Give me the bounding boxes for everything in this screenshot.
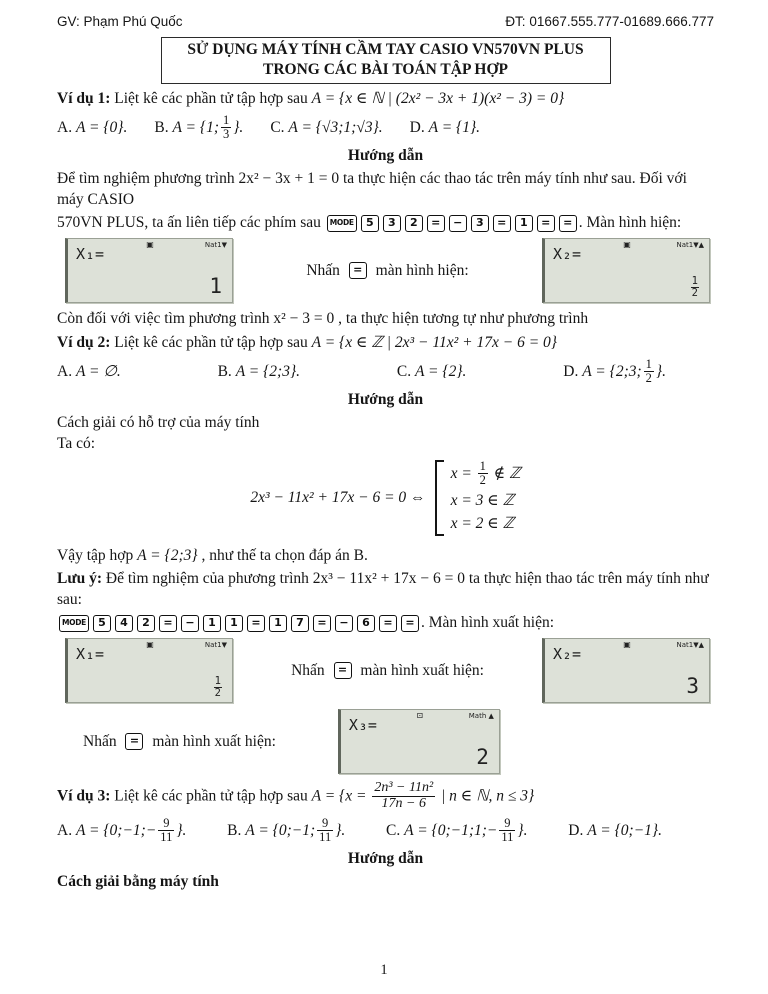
key-1: 1 — [269, 615, 287, 632]
key-equals: = — [427, 215, 445, 232]
answer-b-post: }. — [335, 821, 346, 839]
case-1 — [451, 461, 521, 488]
press-equals-caption — [233, 661, 542, 681]
fraction-numerator: 9 — [317, 817, 333, 831]
equals-key-icon: = — [334, 662, 352, 679]
example2-answers — [57, 359, 714, 386]
answer-b-label: B. — [227, 821, 242, 839]
cases-bracket — [435, 460, 444, 535]
calculator-screen-x1 — [65, 638, 233, 703]
key-caps — [325, 213, 579, 233]
key-1: 1 — [515, 215, 533, 232]
screen-shows-text: màn hình xuất hiện: — [360, 661, 484, 679]
calculator-screen-x2 — [542, 238, 710, 303]
key-1: 1 — [225, 615, 243, 632]
example1-set: A = {x ∈ ℕ | (2x² − 3x + 1)(x² − 3) = 0} — [311, 89, 565, 107]
example3-set-post: | n ∈ ℕ, n ≤ 3} — [441, 787, 535, 805]
fraction-denominator: 17n − 6 — [381, 795, 426, 811]
mode-icon: ⊡ — [416, 711, 424, 721]
example2-screens — [57, 638, 714, 703]
case-1-post: ∉ ℤ — [493, 465, 521, 483]
cases-list — [451, 458, 521, 537]
answer-a-pre: A = {0;−1;− — [75, 821, 157, 839]
fraction-denominator: 11 — [319, 829, 332, 844]
answer-c — [270, 118, 382, 138]
conclusion-pre: Vậy tập hợp — [57, 546, 134, 564]
screen-variable: X₁= — [76, 645, 105, 664]
key-3: 3 — [471, 215, 489, 232]
press-text: Nhấn — [306, 261, 340, 279]
fraction — [372, 781, 435, 811]
screen-status: Nat1▼ — [204, 641, 227, 650]
key-5: 5 — [93, 615, 111, 632]
guide-heading-3: Hướng dẫn — [347, 849, 424, 867]
fraction — [478, 460, 488, 487]
key-minus: − — [449, 215, 467, 232]
example1-screens — [57, 238, 714, 303]
answer-a-label: A. — [57, 119, 73, 137]
case-1-pre: x = — [450, 465, 472, 483]
example1-label: Ví dụ 1: — [57, 89, 111, 107]
note-text: Để tìm nghiệm của phương trình 2x³ − 11x² + 17x − 6 = 0 ta thực hiện thao tác trên máy tính như sau: — [57, 570, 709, 608]
screen-status: Math ▲ — [468, 712, 494, 721]
key-3: 3 — [383, 215, 401, 232]
page-number: 1 — [380, 961, 388, 978]
fraction-numerator: 1 — [645, 357, 652, 372]
screen-value-fraction — [691, 276, 699, 299]
example3-intro: Liệt kê các phần tử tập hợp sau — [114, 787, 308, 805]
screen-value: 1 — [209, 273, 222, 298]
answer-b — [218, 362, 300, 382]
key-caps — [57, 613, 421, 633]
equation-left: 2x³ − 11x² + 17x − 6 = 0 ⇔ — [250, 488, 426, 506]
answer-a-label: A. — [57, 821, 73, 839]
key-equals: = — [313, 615, 331, 632]
conclusion-set: A = {2;3} — [137, 546, 198, 564]
screen-variable: X₂= — [553, 245, 582, 264]
key-minus: − — [335, 615, 353, 632]
example3-method: Cách giải bằng máy tính — [57, 872, 219, 890]
case-3: x = 2 ∈ ℤ — [450, 515, 515, 533]
key-equals: = — [247, 615, 265, 632]
note-label: Lưu ý: — [57, 570, 103, 588]
answer-a — [57, 118, 127, 138]
answer-c-label: C. — [396, 363, 412, 381]
answer-c-label: C. — [386, 821, 401, 839]
answer-b-pre: A = {1; — [172, 118, 219, 136]
fraction-numerator: 1 — [222, 113, 230, 128]
example2-label: Ví dụ 2: — [57, 333, 111, 351]
equation-cases — [57, 458, 714, 537]
fraction-numerator: 1 — [479, 459, 486, 474]
fraction-denominator: 2 — [691, 287, 698, 300]
example2-method: Cách giải có hỗ trợ của máy tính — [57, 414, 260, 432]
answer-c-text: A = {2}. — [414, 363, 467, 381]
key-sequence-pre: 570VN PLUS, ta ấn liên tiếp các phím sau — [57, 214, 321, 232]
fraction-denominator: 2 — [479, 473, 486, 487]
fraction-numerator: 9 — [158, 817, 174, 831]
mode-icon: ▣ — [623, 640, 631, 650]
screen-status: Nat1▼▲ — [676, 241, 704, 250]
fraction-denominator: 11 — [160, 829, 173, 844]
screen-value-fraction — [214, 676, 222, 699]
calculator-screen-x3 — [338, 709, 500, 774]
screen-variable: X₁= — [76, 245, 105, 264]
mode-icon: ▣ — [623, 240, 631, 250]
answer-a — [57, 362, 121, 382]
answer-a-label: A. — [57, 363, 73, 381]
example1-key-sequence — [57, 213, 714, 233]
key-7: 7 — [291, 615, 309, 632]
key-equals: = — [537, 215, 555, 232]
key-4: 4 — [115, 615, 133, 632]
fraction-numerator: 1 — [691, 275, 698, 288]
conclusion-post: , như thế ta chọn đáp án B. — [201, 546, 368, 564]
answer-b — [154, 115, 243, 142]
example2-we-have: Ta có: — [57, 434, 96, 452]
answer-d-text: A = {0;−1}. — [587, 822, 662, 840]
key-minus: − — [181, 615, 199, 632]
answer-c-pre: A = {0;−1;1;− — [404, 821, 498, 839]
screen-variable: X₃= — [348, 716, 378, 735]
phone-number: ĐT: 01667.555.777-01689.666.777 — [505, 14, 714, 29]
key-2: 2 — [405, 215, 423, 232]
screen-shows-text: màn hình xuất hiện: — [152, 732, 276, 750]
key-2: 2 — [137, 615, 155, 632]
fraction-denominator: 2 — [645, 371, 652, 386]
answer-b-label: B. — [217, 363, 232, 381]
answer-c-text: A = {√3;1;√3}. — [288, 119, 383, 137]
teacher-name: GV: Phạm Phú Quốc — [57, 14, 183, 29]
answer-d-post: }. — [655, 363, 666, 381]
page-header — [57, 13, 714, 31]
key-equals: = — [401, 615, 419, 632]
fraction — [317, 817, 333, 844]
answer-a-text: A = {0}. — [75, 119, 128, 137]
key-equals: = — [159, 615, 177, 632]
key-5: 5 — [361, 215, 379, 232]
title-line-2: TRONG CÁC BÀI TOÁN TẬP HỢP — [262, 61, 509, 79]
key-equals: = — [559, 215, 577, 232]
document-title — [161, 37, 611, 84]
guide-heading-1: Hướng dẫn — [347, 146, 424, 164]
press-text: Nhấn — [83, 732, 117, 750]
answer-d — [410, 118, 480, 138]
calculator-screen-x2 — [542, 638, 710, 703]
answer-b-pre: A = {0;−1; — [245, 821, 316, 839]
equals-key-icon: = — [349, 262, 367, 279]
example3-answers — [57, 818, 714, 845]
key-mode: MODE — [59, 615, 89, 632]
answer-c — [386, 818, 527, 845]
answer-a-text: A = ∅. — [75, 363, 121, 381]
example1-answers — [57, 115, 714, 142]
screen-value: 3 — [686, 673, 699, 698]
answer-c-label: C. — [270, 119, 285, 137]
key-6: 6 — [357, 615, 375, 632]
fraction-denominator: 11 — [501, 829, 514, 844]
example2-key-sequence — [57, 613, 714, 633]
example2-set: A = {x ∈ ℤ | 2x³ − 11x² + 17x − 6 = 0} — [311, 333, 557, 351]
answer-d — [568, 821, 662, 841]
press-text: Nhấn — [291, 661, 325, 679]
fraction-denominator: 3 — [222, 126, 230, 141]
answer-c — [397, 362, 467, 382]
key-sequence-post: . Màn hình xuất hiện: — [421, 614, 555, 632]
fraction — [221, 114, 231, 141]
answer-b-text: A = {2;3}. — [235, 363, 301, 381]
screen-variable: X₂= — [553, 645, 582, 664]
example1-statement — [57, 89, 714, 109]
example1-outro: Còn đối với việc tìm phương trình x² − 3 = 0 , ta thực hiện tương tự như phương trình — [57, 310, 589, 328]
case-2: x = 3 ∈ ℤ — [450, 491, 515, 509]
answer-b — [227, 818, 345, 845]
fraction — [644, 358, 654, 385]
answer-d-label: D. — [409, 119, 425, 137]
fraction-numerator: 1 — [214, 675, 221, 688]
fraction-numerator: 2n³ − 11n² — [374, 780, 434, 796]
example2-conclusion — [57, 546, 714, 566]
example3-set-pre: A = {x = — [311, 787, 367, 805]
mode-icon: ▣ — [146, 640, 154, 650]
press-equals-caption — [83, 732, 276, 752]
mode-icon: ▣ — [146, 240, 154, 250]
example2-intro: Liệt kê các phần tử tập hợp sau — [114, 333, 308, 351]
fraction-denominator: 2 — [214, 687, 221, 700]
answer-d — [563, 359, 666, 386]
answer-c-post: }. — [517, 821, 528, 839]
answer-d-pre: A = {2;3; — [582, 363, 642, 381]
key-sequence-post: . Màn hình hiện: — [578, 214, 682, 232]
key-mode: MODE — [327, 215, 357, 232]
screen-status: Nat1▼ — [204, 241, 227, 250]
key-equals: = — [379, 615, 397, 632]
answer-d-text: A = {1}. — [428, 119, 481, 137]
answer-a — [57, 818, 186, 845]
example2-note — [57, 569, 714, 610]
fraction — [158, 817, 174, 844]
screen-shows-text: màn hình hiện: — [375, 261, 469, 279]
answer-d-label: D. — [563, 363, 579, 381]
example3-statement — [57, 782, 714, 812]
answer-d-label: D. — [568, 822, 584, 840]
screen-value: 2 — [476, 744, 489, 769]
fraction-numerator: 9 — [499, 817, 515, 831]
key-equals: = — [493, 215, 511, 232]
example2-screen3-row — [57, 709, 714, 774]
answer-b-post: }. — [233, 118, 244, 136]
guide-heading-2: Hướng dẫn — [347, 390, 424, 408]
title-line-1: SỬ DỤNG MÁY TÍNH CẦM TAY CASIO VN570VN PLUS — [187, 40, 584, 58]
example1-paragraph-line1: Để tìm nghiệm phương trình 2x² − 3x + 1 = 0 ta thực hiện các thao tác trên máy tính như sau. Đối với máy CASIO — [57, 170, 687, 208]
fraction — [499, 817, 515, 844]
calculator-screen-x1 — [65, 238, 233, 303]
example3-label: Ví dụ 3: — [57, 787, 111, 805]
answer-a-post: }. — [176, 821, 187, 839]
example1-intro: Liệt kê các phần tử tập hợp sau — [114, 89, 308, 107]
answer-b-label: B. — [154, 118, 169, 136]
screen-status: Nat1▼▲ — [676, 641, 704, 650]
press-equals-caption — [233, 261, 542, 281]
key-1: 1 — [203, 615, 221, 632]
equals-key-icon: = — [125, 733, 143, 750]
example2-statement — [57, 333, 714, 353]
